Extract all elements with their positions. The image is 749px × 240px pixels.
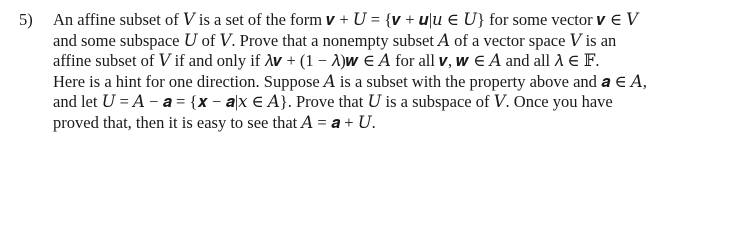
problem-line: An affine subset of 𝑉 is a set of the form 𝒗 + 𝑈 = {𝒗 + 𝒖|𝑢 ∈ 𝑈} for some vector 𝒗 ∈ 𝑉: [53, 10, 639, 29]
problem-line: and some subspace 𝑈 of 𝑉. Prove that a nonempty subset 𝐴 of a vector space 𝑉 is an: [53, 30, 617, 50]
problem-line: affine subset of 𝑉 if and only if 𝜆𝒗 + (1 − 𝜆)𝒘 ∈ 𝐴 for all 𝒗, 𝒘 ∈ 𝐴 and all 𝜆 ∈ 𝔽.: [53, 51, 600, 71]
problem-line: Here is a hint for one direction. Suppose 𝐴 is a subset with the property above and 𝒂 ∈ 𝐴,: [53, 71, 647, 91]
problem-line: and let 𝑈 = 𝐴 − 𝒂 = {𝒙 − 𝒂|𝑥 ∈ 𝐴}. Prove that 𝑈 is a subspace of 𝑉. Once you have: [53, 92, 613, 112]
problem-line: proved that, then it is easy to see that 𝐴 = 𝒂 + 𝑈.: [53, 112, 376, 132]
problem-text: [53, 10, 743, 134]
problem-number: 5): [19, 10, 33, 29]
